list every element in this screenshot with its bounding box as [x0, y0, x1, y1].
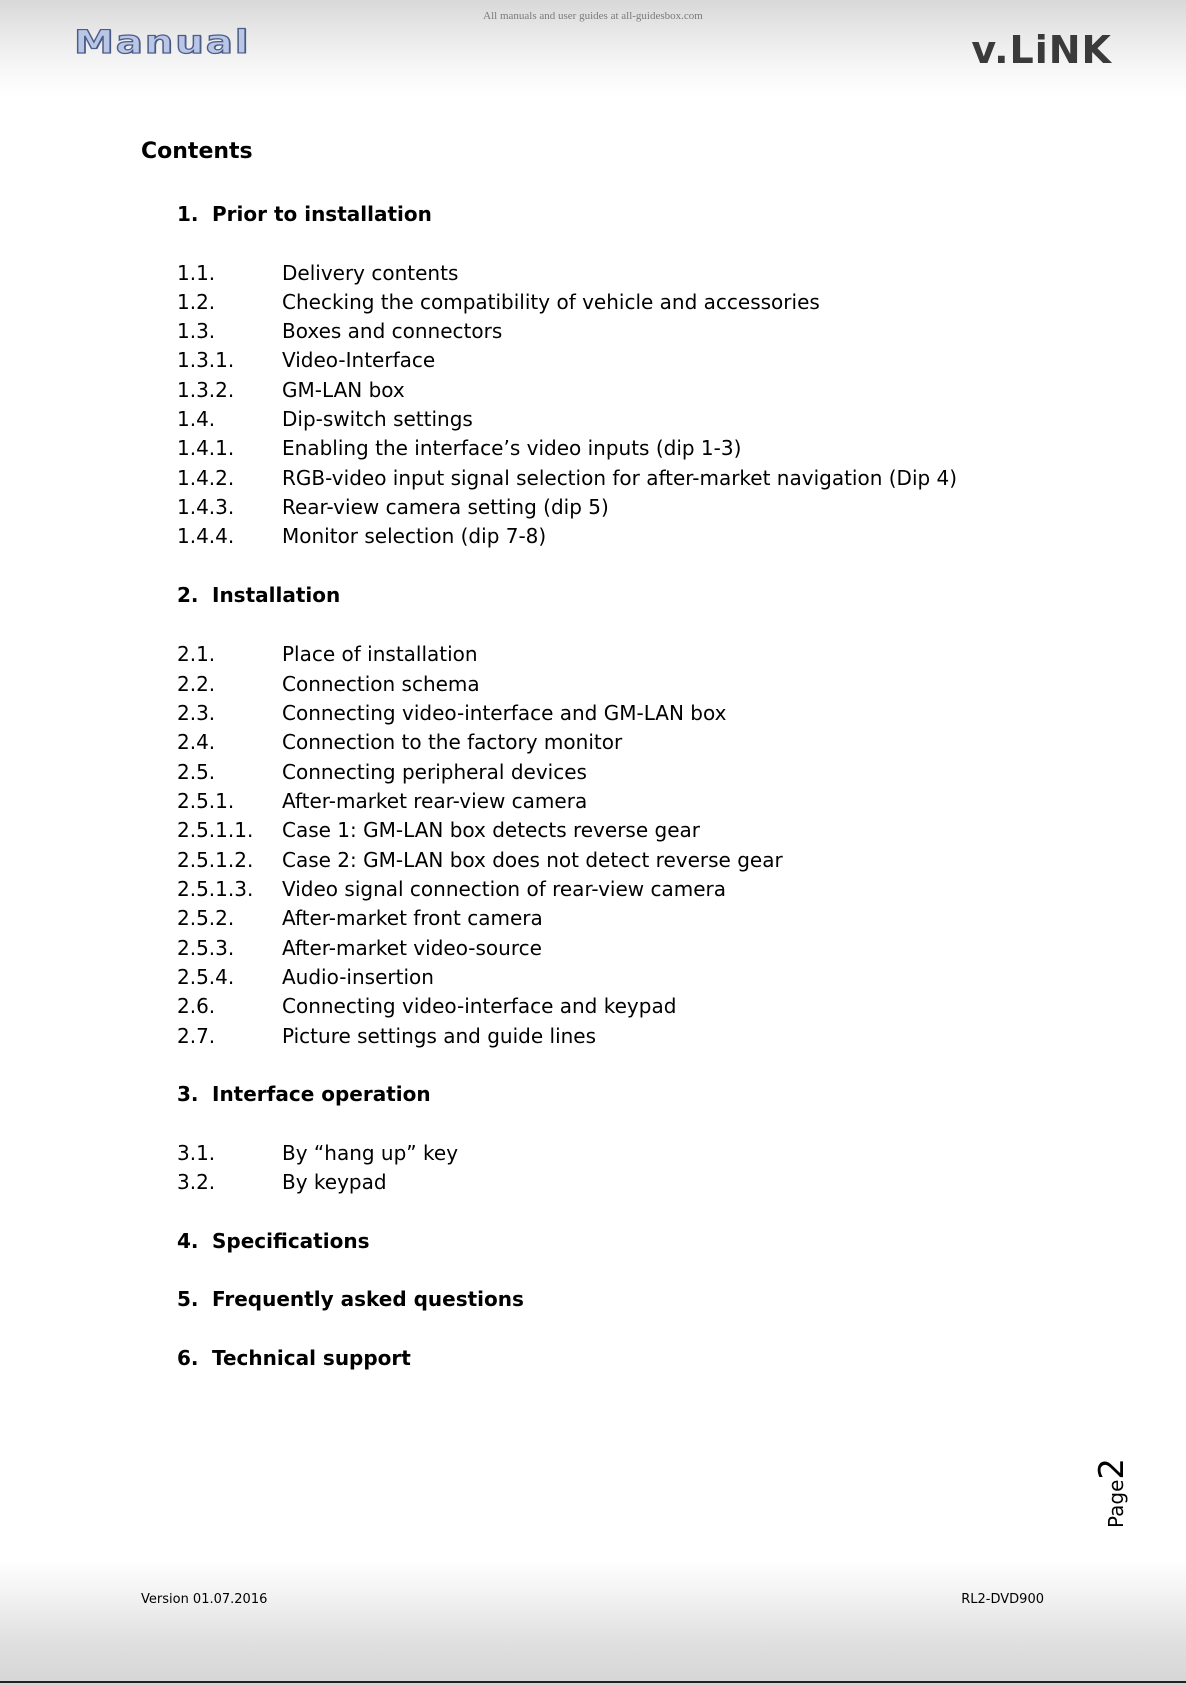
toc-text: By keypad: [282, 1170, 387, 1194]
toc-number: 2.5.1.1.: [177, 818, 254, 842]
toc-number: 2.1.: [177, 642, 216, 666]
toc-number: 2.4.: [177, 730, 216, 754]
toc-text: Case 1: GM-LAN box detects reverse gear: [282, 818, 700, 842]
toc-number: 1.4.4.: [177, 524, 235, 548]
toc-text: Interface operation: [212, 1082, 431, 1106]
toc-text: Dip-switch settings: [282, 407, 473, 431]
toc-number: 1.1.: [177, 261, 216, 285]
toc-text: Frequently asked questions: [212, 1287, 524, 1311]
toc-text: Video signal connection of rear-view camera: [282, 877, 726, 901]
toc-number: 2.5.: [177, 760, 216, 784]
watermark-link[interactable]: All manuals and user guides at all-guidesbox.com: [483, 10, 703, 22]
toc-text: GM-LAN box: [282, 378, 405, 402]
version-text: Version 01.07.2016: [141, 1592, 268, 1607]
toc-text: Boxes and connectors: [282, 319, 503, 343]
toc-number: 6.: [177, 1346, 199, 1370]
toc-text: Picture settings and guide lines: [282, 1024, 597, 1048]
toc-number: 2.: [177, 583, 199, 607]
toc-text: Case 2: GM-LAN box does not detect reverse gear: [282, 848, 783, 872]
toc-number: 2.5.1.3.: [177, 877, 254, 901]
toc-text: Connecting peripheral devices: [282, 760, 587, 784]
toc-text: Checking the compatibility of vehicle and accessories: [282, 290, 820, 314]
toc-number: 1.3.2.: [177, 378, 235, 402]
toc-number: 2.5.3.: [177, 936, 235, 960]
toc-number: 2.5.1.2.: [177, 848, 254, 872]
vlink-logo: v.LiNK: [971, 28, 1112, 72]
contents-heading: Contents: [141, 139, 253, 164]
toc-text: After-market front camera: [282, 906, 543, 930]
manual-logo: Manual: [74, 24, 251, 61]
toc-text: Connecting video-interface and GM-LAN box: [282, 701, 727, 725]
toc-number: 1.4.3.: [177, 495, 235, 519]
toc-number: 2.7.: [177, 1024, 216, 1048]
toc-text: Monitor selection (dip 7-8): [282, 524, 547, 548]
toc-text: After-market video-source: [282, 936, 542, 960]
toc-number: 2.5.2.: [177, 906, 235, 930]
toc-number: 1.4.2.: [177, 466, 235, 490]
toc-number: 4.: [177, 1229, 199, 1253]
toc-text: Installation: [212, 583, 341, 607]
toc-number: 2.3.: [177, 701, 216, 725]
toc-number: 3.1.: [177, 1141, 216, 1165]
toc-number: 1.4.: [177, 407, 216, 431]
toc-text: Place of installation: [282, 642, 478, 666]
toc-number: 2.6.: [177, 994, 216, 1018]
toc-number: 1.4.1.: [177, 436, 235, 460]
toc-text: Enabling the interface’s video inputs (dip 1-3): [282, 436, 742, 460]
toc-number: 2.5.1.: [177, 789, 235, 813]
toc-text: Connecting video-interface and keypad: [282, 994, 677, 1018]
toc-number: 2.2.: [177, 672, 216, 696]
toc-text: Delivery contents: [282, 261, 459, 285]
model-text: RL2-DVD900: [961, 1592, 1044, 1607]
toc-text: Rear-view camera setting (dip 5): [282, 495, 609, 519]
toc-number: 1.3.: [177, 319, 216, 343]
toc-number: 5.: [177, 1287, 199, 1311]
toc-text: Audio-insertion: [282, 965, 434, 989]
toc-number: 1.: [177, 202, 199, 226]
toc-text: Specifications: [212, 1229, 370, 1253]
page-number-value: 2: [1092, 1457, 1132, 1480]
toc-number: 1.2.: [177, 290, 216, 314]
page-number: [1092, 1448, 1152, 1528]
toc-text: By “hang up” key: [282, 1141, 459, 1165]
page-word: Page: [1104, 1479, 1128, 1528]
toc-text: Connection schema: [282, 672, 480, 696]
toc-number: 2.5.4.: [177, 965, 235, 989]
toc-text: After-market rear-view camera: [282, 789, 588, 813]
toc-text: Connection to the factory monitor: [282, 730, 623, 754]
toc-text: Prior to installation: [212, 202, 432, 226]
toc-text: RGB-video input signal selection for after-market navigation (Dip 4): [282, 466, 958, 490]
toc-number: 1.3.1.: [177, 348, 235, 372]
toc-text: Video-Interface: [282, 348, 436, 372]
toc-number: 3.2.: [177, 1170, 216, 1194]
toc-number: 3.: [177, 1082, 199, 1106]
toc-text: Technical support: [212, 1346, 411, 1370]
